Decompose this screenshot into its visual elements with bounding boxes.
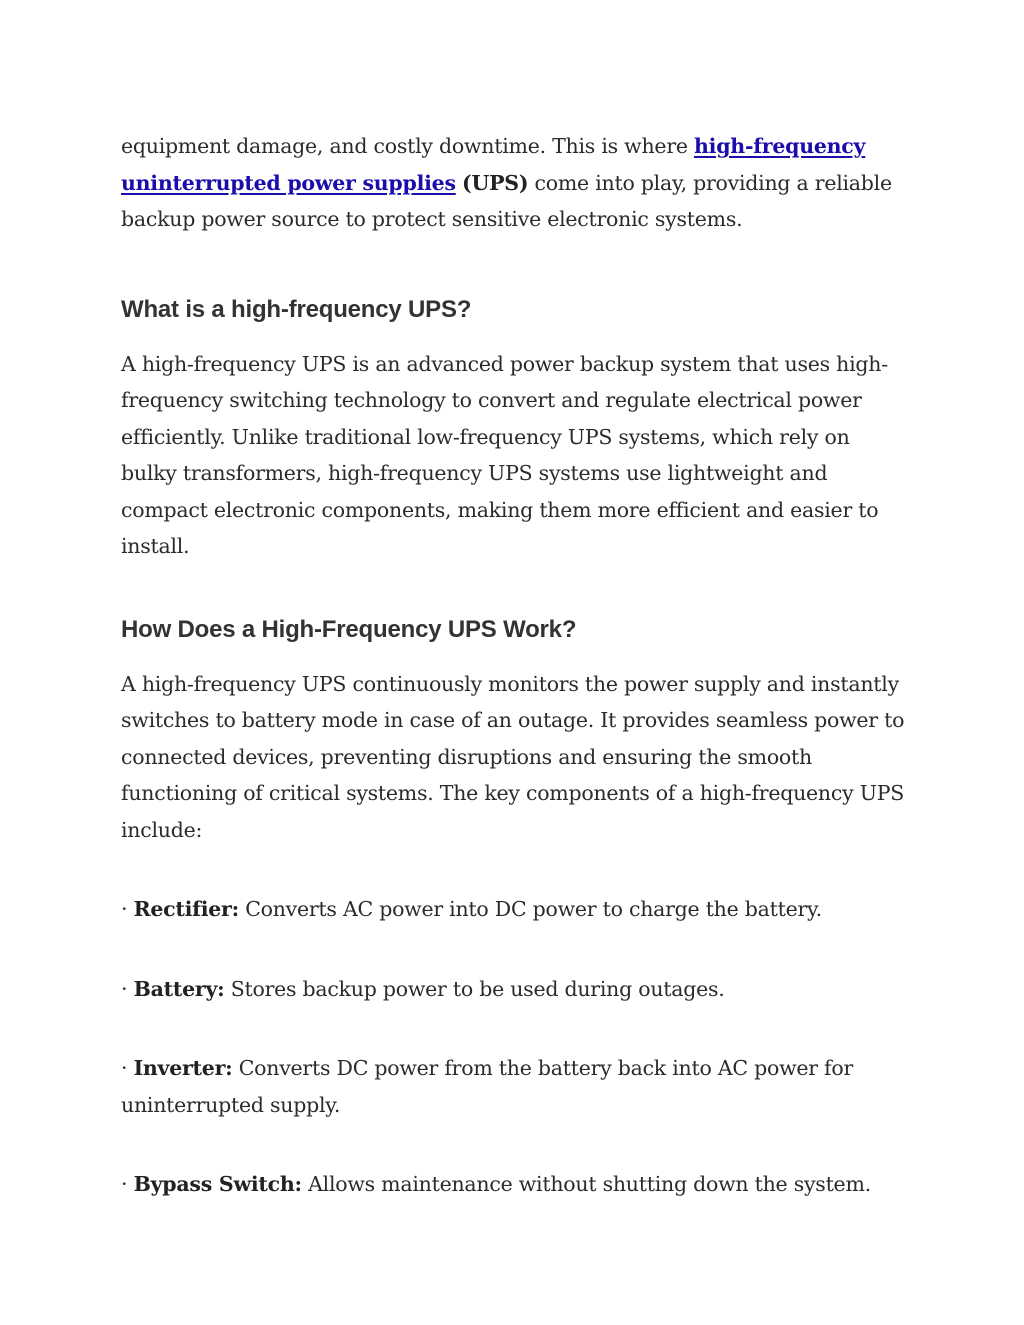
component-description: Allows maintenance without shutting down the system. [308,1172,871,1196]
component-item-bypass-switch [121,1166,911,1203]
component-item-battery [121,971,911,1008]
component-term: Battery: [133,976,225,1001]
intro-text-after: come into play, providing a reliable backup power source to protect sensitive electronic systems. [121,170,892,231]
component-item-inverter [121,1050,911,1123]
intro-paragraph [121,128,911,238]
how-ups-works-paragraph: A high-frequency UPS continuously monitors the power supply and instantly switches to battery mode in case of an outage. It provides seamless power to connected devices, preventing disruptions and ensuring the smooth functioning of critical systems. The key components of a high-frequency UPS include: [121,671,905,842]
heading-how-ups-works: How Does a High-Frequency UPS Work? [121,615,577,643]
ups-abbreviation: (UPS) [462,170,529,195]
component-term: Inverter: [133,1056,233,1080]
component-description: Converts AC power into DC power to charge the battery. [245,897,822,921]
bullet-dot: · [121,1172,128,1196]
ups-link[interactable]: high-frequency uninterrupted power supplies [121,134,866,195]
heading-what-is-ups: What is a high-frequency UPS? [121,295,472,323]
component-description: Converts DC power from the battery back into AC power for uninterrupted supply. [121,1056,854,1117]
what-is-ups-paragraph: A high-frequency UPS is an advanced power backup system that uses high-frequency switching technology to convert and regulate electrical power efficiently. Unlike traditional low-frequency UPS systems, which rely on bulky transformers, high-frequency UPS systems use lightweight and compact electronic components, making them more efficient and easier to install. [121,351,888,558]
component-item-rectifier [121,891,911,928]
component-term: Bypass Switch: [133,1172,302,1196]
component-term: Rectifier: [133,897,239,921]
intro-text-before: equipment damage, and costly downtime. This is where [121,134,695,158]
bullet-dot: · [121,897,128,921]
document-page [121,128,911,1246]
component-description: Stores backup power to be used during outages. [230,976,725,1001]
bullet-dot: · [121,1056,128,1080]
bullet-dot: · [121,976,128,1001]
